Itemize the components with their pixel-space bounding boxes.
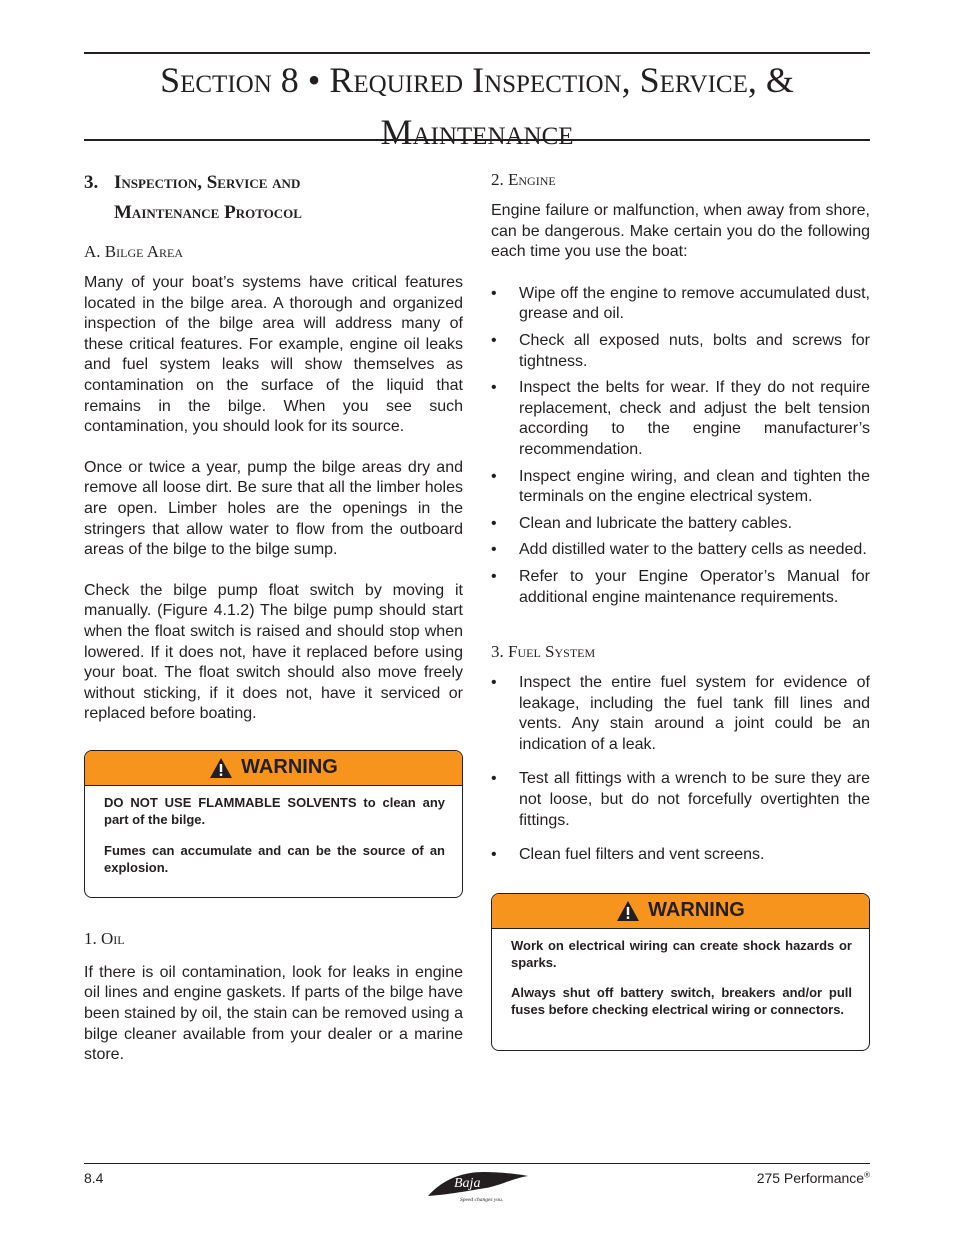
list-item <box>491 567 870 608</box>
warning-label: WARNING <box>648 899 745 922</box>
protocol-heading <box>84 168 463 228</box>
bullet-marker: • <box>491 331 497 349</box>
bilge-paragraph-1: Many of your boat’s systems have critical features located in the bilge area. A thorough and organized inspection of the bilge area will address many of these critical features. For example, engine oil leaks and fuel system leaks will show themselves as contamination on the surface of the liquid that remains in the bilge. When you see such contamination, you should look for its source. <box>84 274 463 436</box>
warning-label: WARNING <box>241 756 338 779</box>
bullet-marker: • <box>491 541 497 559</box>
warning-header <box>492 894 869 929</box>
list-item <box>491 673 870 755</box>
section-title <box>84 54 870 158</box>
bullet-marker: • <box>491 284 497 302</box>
logo-tagline: Speed changes you. <box>460 1197 504 1203</box>
list-item <box>491 769 870 831</box>
bilge-paragraph-3: Check the bilge pump float switch by moving it manually. (Figure 4.1.2) The bilge pump should start when the float switch is raised and should stop when lowered. If it does not, have it replaced before using your boat. The float switch should also move freely without sticking, if it does not, have it serviced or replaced before boating. <box>84 581 463 723</box>
warning-header <box>85 751 462 786</box>
left-column <box>84 168 463 1066</box>
electrical-warning-box <box>491 893 870 1051</box>
list-item <box>491 284 870 325</box>
list-item-text: Wipe off the engine to remove accumulated dust, grease and oil. <box>519 284 870 323</box>
bilge-paragraph-2: Once or twice a year, pump the bilge areas dry and remove all loose dirt. Be sure that all the limber holes are open. Limber holes are the openings in the stringers that allow water to flow from the outboard areas of the bilge to the bilge sump. <box>84 458 463 559</box>
right-column <box>491 168 870 1051</box>
footer-rule <box>84 1163 870 1164</box>
warning-triangle-icon <box>209 757 233 779</box>
oil-paragraph: If there is oil contamination, look for leaks in engine oil lines and engine gaskets. If parts of the bilge have been stained by oil, the stain can be removed using a bilge cleaner available from your dealer or a marine store. <box>84 963 463 1064</box>
bullet-marker: • <box>491 379 497 397</box>
list-item-text: Check all exposed nuts, bolts and screws for tightness. <box>519 331 870 370</box>
list-item <box>491 331 870 372</box>
section-title-line1: Section 8 • Required Inspection, Service, & <box>160 60 794 100</box>
bullet-marker: • <box>491 467 497 485</box>
engine-checklist <box>491 284 870 608</box>
bullet-marker: • <box>491 567 497 585</box>
list-item-text: Inspect the entire fuel system for evidence of leakage, including the fuel tank fill lines and vents. Any stain around a joint could be an indication of a leak. <box>519 674 870 753</box>
fuel-checklist <box>491 673 870 866</box>
bullet-marker: • <box>491 846 497 864</box>
protocol-heading-number: 3. <box>84 172 99 193</box>
list-item <box>491 514 870 535</box>
registered-mark: ® <box>864 1170 870 1180</box>
list-item-text: Refer to your Engine Operator’s Manual for additional engine maintenance requirements. <box>519 567 870 606</box>
model-name-text: 275 Performance <box>756 1170 865 1186</box>
warning-text-1: DO NOT USE FLAMMABLE SOLVENTS to clean any part of the bilge. <box>104 794 445 827</box>
baja-logo <box>424 1168 532 1204</box>
list-item-text: Clean fuel filters and vent screens. <box>519 846 765 864</box>
list-item-text: Inspect engine wiring, and clean and tighten the terminals on the engine electrical system. <box>519 467 870 506</box>
oil-heading: 1. Oil <box>84 928 125 948</box>
warning-text-2: Always shut off battery switch, breakers and/or pull fuses before checking electrical wiring or connectors. <box>511 984 852 1017</box>
bilge-area-heading: A. Bilge Area <box>84 242 184 261</box>
warning-text-1: Work on electrical wiring can create shock hazards or sparks. <box>511 937 852 970</box>
warning-triangle-icon <box>616 900 640 922</box>
list-item <box>491 378 870 460</box>
list-item <box>491 845 870 866</box>
list-item-text: Clean and lubricate the battery cables. <box>519 514 793 532</box>
model-name <box>757 1170 870 1186</box>
fuel-system-heading: 3. Fuel System <box>491 642 596 662</box>
bilge-warning-box <box>84 750 463 898</box>
list-item-text: Inspect the belts for wear. If they do not require replacement, check and adjust the belt tension according to the engine manufacturer’s recommendation. <box>519 379 870 458</box>
bullet-marker: • <box>491 770 497 788</box>
protocol-heading-line2: Maintenance Protocol <box>114 202 302 223</box>
section-title-line2: Maintenance <box>380 112 574 152</box>
engine-heading: 2. Engine <box>491 170 556 189</box>
list-item <box>491 467 870 508</box>
engine-paragraph: Engine failure or malfunction, when away from shore, can be dangerous. Make certain you do the following each time you use the boat: <box>491 202 870 261</box>
warning-text-2: Fumes can accumulate and can be the source of an explosion. <box>104 842 445 875</box>
protocol-heading-line1: Inspection, Service and <box>114 172 301 193</box>
header-rule-bottom <box>84 139 870 141</box>
list-item <box>491 540 870 561</box>
list-item-text: Add distilled water to the battery cells as needed. <box>519 541 867 559</box>
page-number: 8.4 <box>84 1170 104 1186</box>
bullet-marker: • <box>491 514 497 532</box>
bullet-marker: • <box>491 674 497 692</box>
list-item-text: Test all fittings with a wrench to be sure they are not loose, but do not forcefully overtighten the fittings. <box>519 770 870 829</box>
logo-text: Baja <box>454 1176 481 1191</box>
